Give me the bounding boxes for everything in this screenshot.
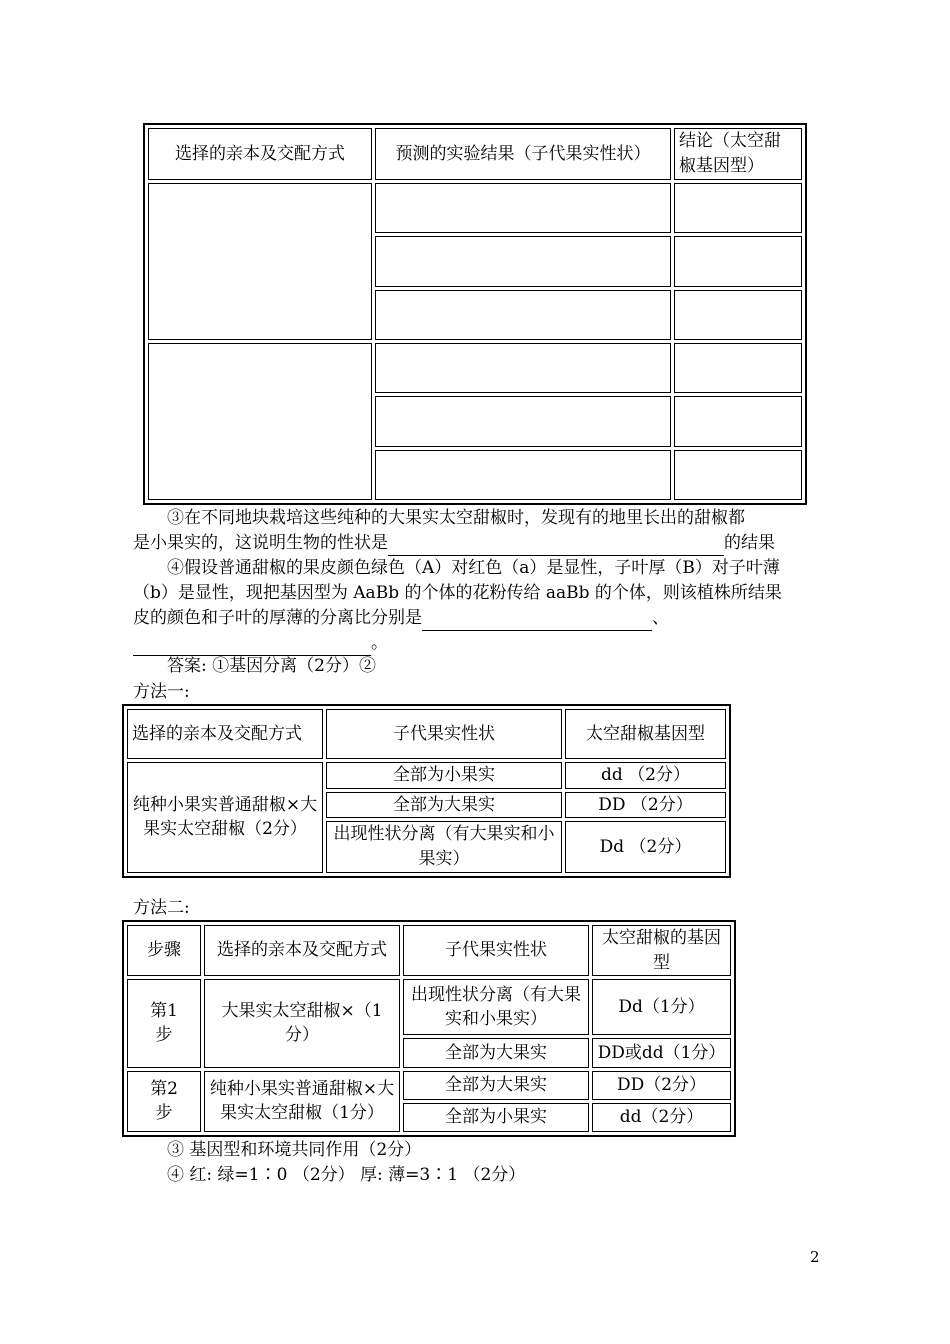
blank-cell[interactable]	[674, 396, 802, 446]
header-genotype: 太空甜椒基因型	[565, 709, 726, 759]
answer-intro: 答案: ①基因分离（2分）②	[167, 656, 376, 676]
blank-cell[interactable]	[375, 450, 671, 500]
method-2-table	[122, 920, 736, 1137]
blank-cell[interactable]	[674, 343, 802, 393]
question-3-line1: ③在不同地块栽培这些纯种的大果实太空甜椒时，发现有的地里长出的甜椒都	[167, 508, 745, 528]
genotype-cell: DD或dd（1分）	[592, 1038, 731, 1067]
blank-cell[interactable]	[375, 290, 671, 340]
genotype-cell: Dd （2分）	[565, 821, 726, 872]
blank-cell[interactable]	[148, 343, 372, 500]
genotype-cell: dd （2分）	[565, 762, 726, 789]
blank-cell[interactable]	[375, 343, 671, 393]
method-1-title: 方法一:	[133, 682, 190, 702]
header-cross-method: 选择的亲本及交配方式	[148, 128, 372, 180]
page-number: 2	[810, 1248, 820, 1266]
result-cell: 出现性状分离（有大果实和小果实）	[403, 979, 589, 1035]
step-1-cross: 大果实太空甜椒×（1分）	[204, 979, 400, 1067]
period: 。	[371, 633, 388, 653]
blank-cell[interactable]	[674, 183, 802, 233]
question-4-line4	[133, 631, 823, 656]
question-3-text: 是小果实的，这说明生物的性状是	[133, 533, 388, 553]
answer-4: ④ 红: 绿=1∶0 （2分） 厚: 薄=3∶1 （2分）	[167, 1165, 526, 1185]
header-step: 步骤	[127, 925, 201, 976]
result-cell: 全部为大果实	[403, 1071, 589, 1100]
prediction-table	[143, 123, 807, 505]
cross-cell: 纯种小果实普通甜椒×大果实太空甜椒（2分）	[127, 762, 323, 873]
question-4-line3	[133, 606, 823, 631]
blank-cell[interactable]	[375, 396, 671, 446]
result-cell: 全部为大果实	[403, 1038, 589, 1067]
question-3-suffix: 的结果	[724, 533, 775, 553]
genotype-cell: Dd（1分）	[592, 979, 731, 1035]
header-genotype: 太空甜椒的基因型	[592, 925, 731, 976]
header-cross-method: 选择的亲本及交配方式	[127, 709, 323, 759]
result-cell: 出现性状分离（有大果实和小果实）	[326, 821, 562, 872]
step-2-cross: 纯种小果实普通甜椒×大果实太空甜椒（1分）	[204, 1071, 400, 1132]
question-3	[133, 506, 823, 556]
method-2-title: 方法二:	[133, 898, 190, 918]
question-4-line2: （b）是显性，现把基因型为 AaBb 的个体的花粉传给 aaBb 的个体，则该植株所结果	[133, 583, 782, 603]
answer-blank[interactable]	[388, 537, 724, 556]
question-3-line2	[133, 531, 823, 556]
blank-cell[interactable]	[375, 183, 671, 233]
answer-blank[interactable]	[422, 612, 652, 631]
blank-cell[interactable]	[148, 183, 372, 340]
result-cell: 全部为大果实	[326, 792, 562, 819]
question-4-text: 皮的颜色和子叶的厚薄的分离比分别是	[133, 608, 422, 628]
question-4-line1: ④假设普通甜椒的果皮颜色绿色（A）对红色（a）是显性，子叶厚（B）对子叶薄	[167, 558, 780, 578]
blank-cell[interactable]	[674, 290, 802, 340]
separator: 、	[652, 608, 669, 628]
question-4	[133, 556, 823, 656]
genotype-cell: DD（2分）	[592, 1071, 731, 1100]
answer-3: ③ 基因型和环境共同作用（2分）	[167, 1140, 422, 1160]
header-predicted-result: 预测的实验结果（子代果实性状）	[375, 128, 671, 180]
header-cross-method: 选择的亲本及交配方式	[204, 925, 400, 976]
step-1-label: 第1步	[127, 979, 201, 1067]
header-offspring-trait: 子代果实性状	[326, 709, 562, 759]
genotype-cell: dd（2分）	[592, 1103, 731, 1132]
header-conclusion: 结论（太空甜椒基因型）	[674, 128, 802, 180]
header-offspring-trait: 子代果实性状	[403, 925, 589, 976]
genotype-cell: DD （2分）	[565, 792, 726, 819]
blank-cell[interactable]	[674, 236, 802, 286]
blank-cell[interactable]	[674, 450, 802, 500]
step-2-label: 第2步	[127, 1071, 201, 1132]
result-cell: 全部为小果实	[326, 762, 562, 789]
blank-cell[interactable]	[375, 236, 671, 286]
result-cell: 全部为小果实	[403, 1103, 589, 1132]
method-1-table	[122, 704, 731, 878]
